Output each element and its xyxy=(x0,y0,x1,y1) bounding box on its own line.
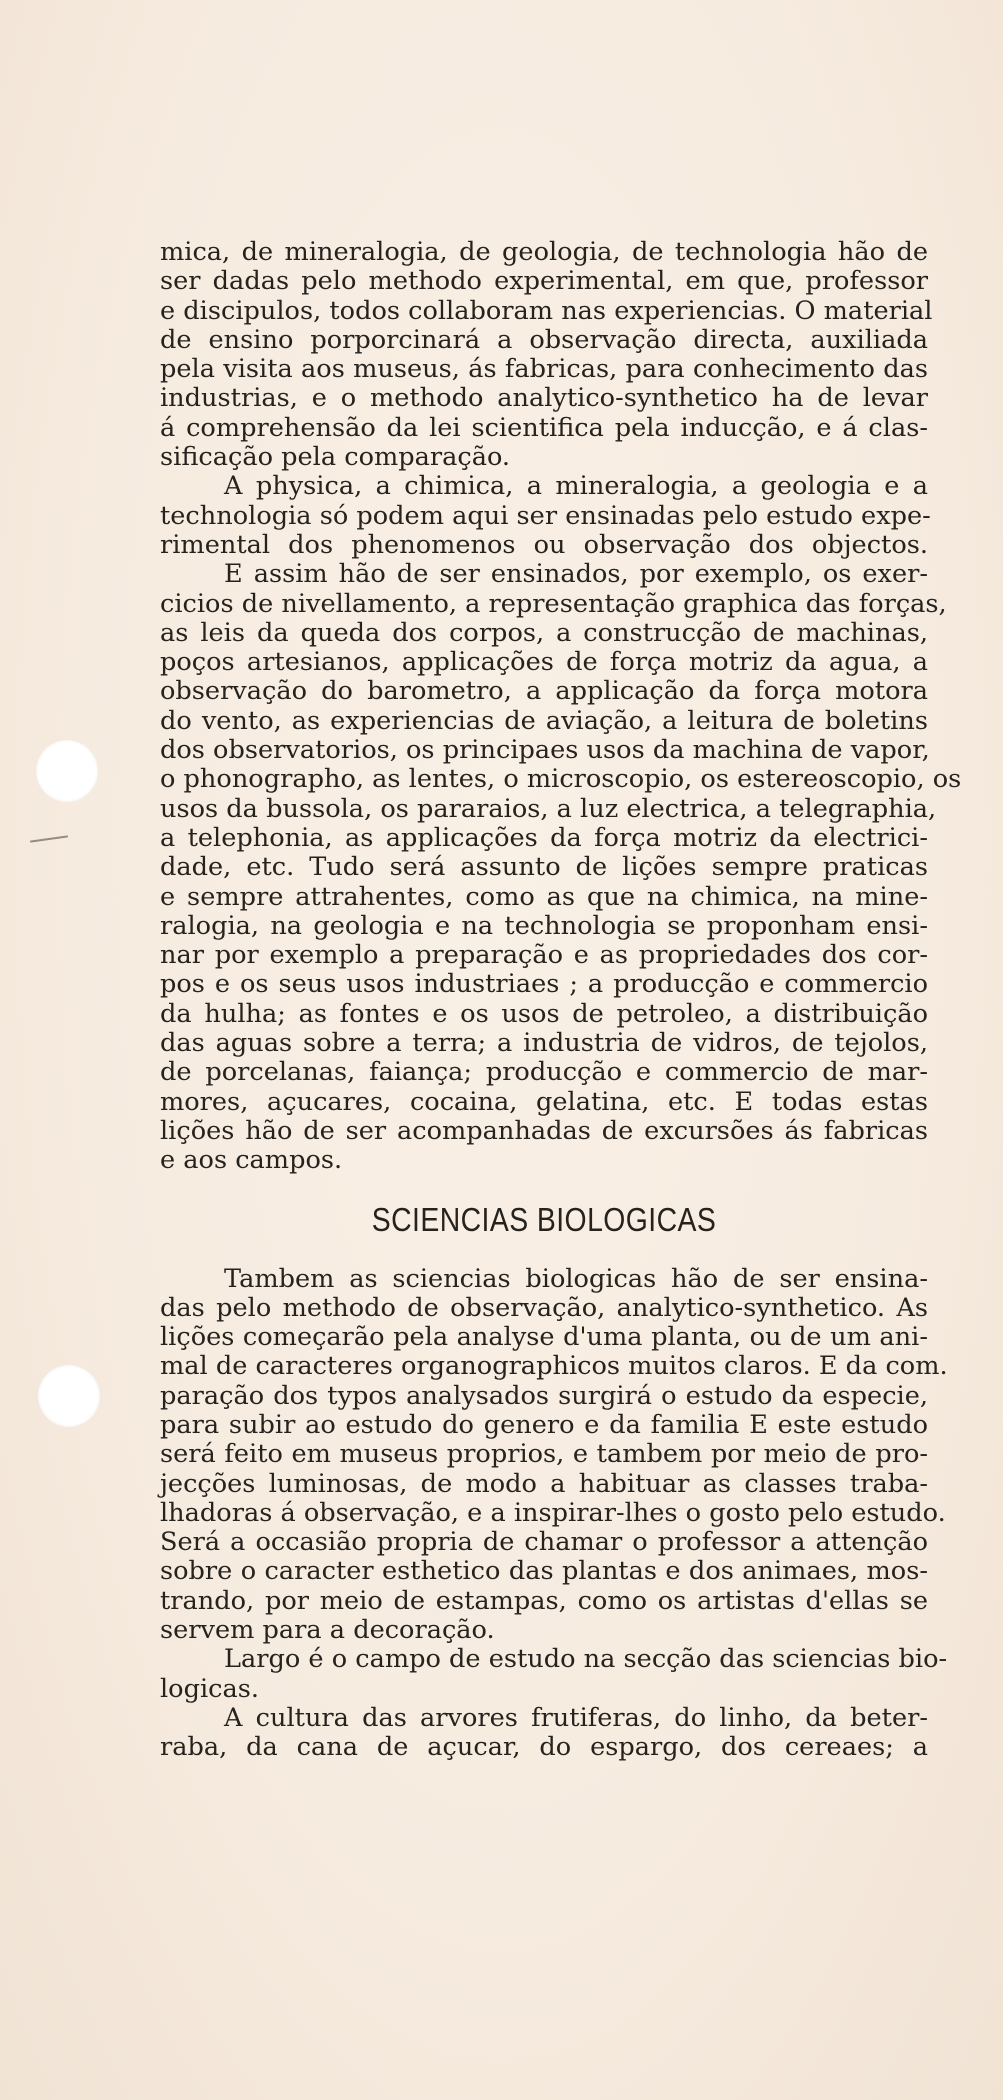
text-line: servem para a decoração. xyxy=(160,1615,495,1646)
text-line: cicios de nivellamento, a representação graphica das forças, xyxy=(160,588,947,619)
section-heading: SCIENCIAS BIOLOGICAS xyxy=(371,1200,717,1238)
text-line: paração dos typos analysados surgirá o estudo da especie, xyxy=(160,1380,928,1411)
text-line: nar por exemplo a preparação e as propriedades dos cor- xyxy=(160,940,928,971)
text-line: de porcelanas, faiança; producção e commercio de mar- xyxy=(160,1057,928,1088)
text-line: trando, por meio de estampas, como os artistas d'ellas se xyxy=(160,1585,928,1616)
text-line: industrias, e o methodo analytico-synthetico ha de levar xyxy=(160,383,928,414)
text-line: ralogia, na geologia e na technologia se proponham ensi- xyxy=(160,910,928,941)
text-line: o phonographo, as lentes, o microscopio, os estereoscopio, os xyxy=(160,764,962,795)
text-line: rimental dos phenomenos ou observação dos objectos. xyxy=(160,529,928,560)
body-text xyxy=(160,237,962,1763)
text-line: mal de caracteres organographicos muitos claros. E da com. xyxy=(160,1351,948,1382)
text-line: A cultura das arvores frutiferas, do linho, da beter- xyxy=(224,1702,928,1733)
text-line: será feito em museus proprios, e tambem por meio de pro- xyxy=(160,1439,928,1470)
text-line: jecções luminosas, de modo a habituar as classes traba- xyxy=(160,1468,928,1499)
text-line: de ensino porporcinará a observação directa, auxiliada xyxy=(160,324,928,355)
text-line: da hulha; as fontes e os usos de petroleo, a distribuição xyxy=(160,998,928,1029)
text-line: á comprehensão da lei scientifica pela inducção, e á clas- xyxy=(160,412,928,443)
margin-mark xyxy=(30,835,68,842)
text-line: mica, de mineralogia, de geologia, de technologia hão de xyxy=(160,237,928,267)
text-line: dos observatorios, os principaes usos da machina de vapor, xyxy=(160,735,930,766)
text-line: dade, etc. Tudo será assunto de lições sempre praticas xyxy=(160,852,928,883)
text-line: technologia só podem aqui ser ensinadas pelo estudo expe- xyxy=(160,500,931,531)
text-line: pos e os seus usos industriaes ; a producção e commercio xyxy=(160,969,928,1000)
paragraphs-biological-sciences xyxy=(160,1263,948,1763)
text-line: lições começarão pela analyse d'uma planta, ou de um ani- xyxy=(160,1322,928,1353)
text-line: A physica, a chimica, a mineralogia, a geologia e a xyxy=(224,471,928,502)
punch-hole-top xyxy=(36,740,98,802)
text-line: as leis da queda dos corpos, a construcção de machinas, xyxy=(160,617,928,648)
text-line: para subir ao estudo do genero e da familia E este estudo xyxy=(160,1409,928,1440)
text-line: das pelo methodo de observação, analytico-synthetico. As xyxy=(160,1292,928,1323)
text-line: Largo é o campo de estudo na secção das sciencias bio- xyxy=(224,1644,948,1675)
text-line: a telephonia, as applicações da força motriz da electrici- xyxy=(160,822,928,853)
text-line: do vento, as experiencias de aviação, a leitura de boletins xyxy=(160,705,928,736)
text-line: poços artesianos, applicações de força motriz da agua, a xyxy=(160,647,928,678)
text-line: e discipulos, todos collaboram nas experiencias. O material xyxy=(160,295,933,326)
text-line: e sempre attrahentes, como as que na chimica, na mine- xyxy=(160,881,928,912)
text-line: raba, da cana de açucar, do espargo, dos cereaes; a xyxy=(160,1732,928,1763)
text-line: pela visita aos museus, ás fabricas, para conhecimento das xyxy=(160,354,928,385)
text-line: observação do barometro, a applicação da força motora xyxy=(160,676,928,707)
text-line: logicas. xyxy=(160,1673,260,1704)
text-line: sobre o caracter esthetico das plantas e dos animaes, mos- xyxy=(160,1556,928,1587)
text-line: e aos campos. xyxy=(160,1145,343,1176)
text-line: Será a occasião propria de chamar o professor a attenção xyxy=(160,1527,928,1558)
text-line: E assim hão de ser ensinados, por exemplo, os exer- xyxy=(224,559,928,590)
paragraphs-physical-sciences xyxy=(160,237,962,1176)
text-line: ser dadas pelo methodo experimental, em que, professor xyxy=(160,266,928,297)
text-line: Tambem as sciencias biologicas hão de ser ensina- xyxy=(224,1263,928,1294)
text-line: usos da bussola, os pararaios, a luz electrica, a telegraphia, xyxy=(160,793,937,824)
text-line: lhadoras á observação, e a inspirar-lhes o gosto pelo estudo. xyxy=(160,1497,946,1528)
punch-hole-bottom xyxy=(38,1365,100,1427)
text-line: das aguas sobre a terra; a industria de vidros, de tejolos, xyxy=(160,1028,928,1059)
text-line: sificação pela comparação. xyxy=(160,442,511,473)
text-line: lições hão de ser acompanhadas de excursões ás fabricas xyxy=(160,1115,928,1146)
text-line: mores, açucares, cocaina, gelatina, etc. E todas estas xyxy=(160,1086,928,1117)
